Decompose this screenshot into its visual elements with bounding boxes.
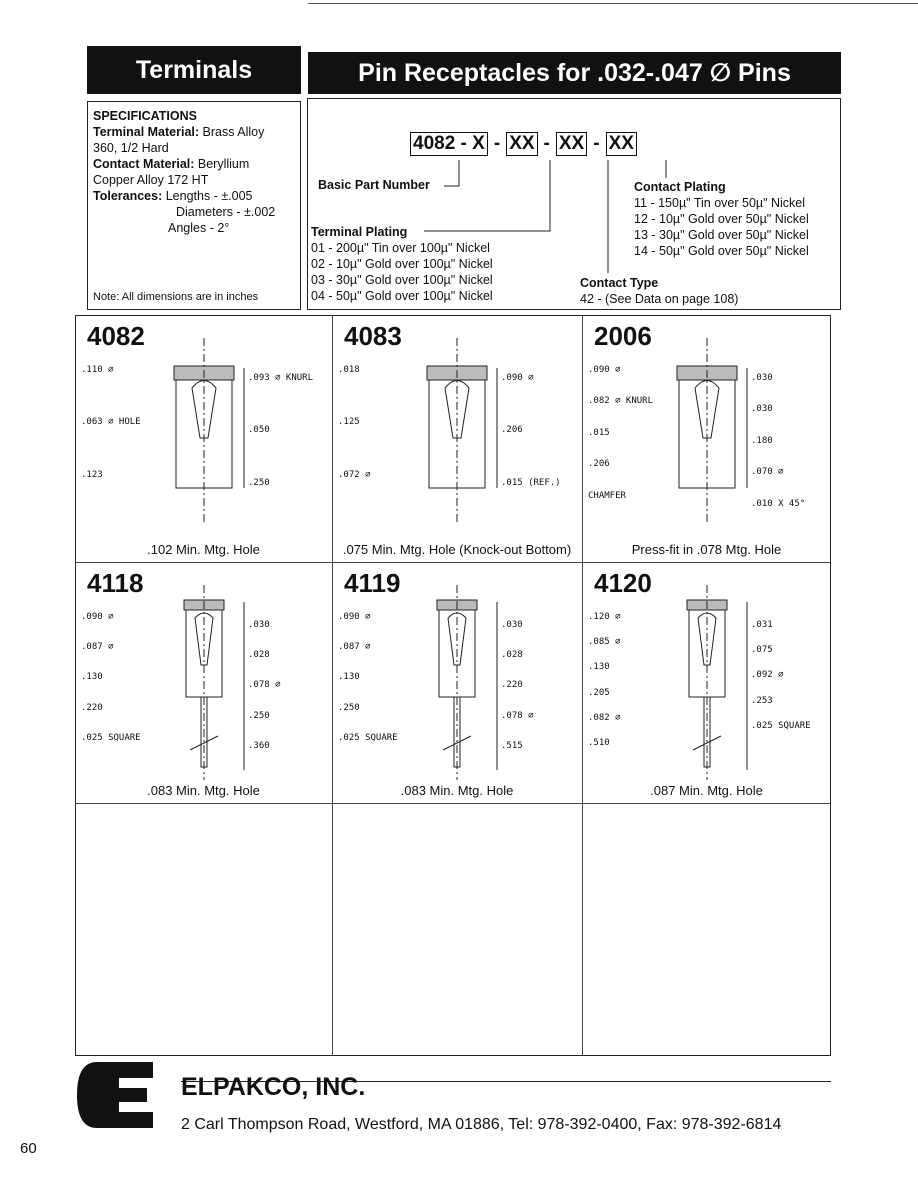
terminal-plating-option: 04 - 50µ" Gold over 100µ" Nickel [311,289,493,303]
dimension-label: .250 [338,703,360,713]
code-terminal-plating-box: XX [606,132,637,156]
dimension-label: .050 [248,425,270,435]
code-separator: - [493,133,501,154]
terminal-material-value2: 360, 1/2 Hard [93,141,169,155]
part-number: 4083 [344,321,402,351]
part-cell-4082 [75,315,332,562]
dimension-label: .090 ∅ [81,612,114,622]
code-contact-type-box: XX [506,132,537,156]
dimension-label: .072 ∅ [338,470,371,480]
tolerances-label: Tolerances: [93,189,163,203]
part-number: 4120 [594,568,652,598]
code-base-text: 4082 [413,133,456,154]
contact-type-label: Contact Type [580,276,659,290]
dimension-label: .018 [338,365,360,375]
tolerances-diameters: Diameters - ±.002 [176,205,276,219]
terminal-plating-option: 03 - 30µ" Gold over 100µ" Nickel [311,273,493,287]
mounting-hole-caption: .102 Min. Mtg. Hole [147,542,260,557]
part-cell-4119 [332,562,582,803]
contact-material-value2: Copper Alloy 172 HT [93,173,209,187]
dimension-label: .030 [751,373,773,383]
dimension-label: .130 [338,672,360,682]
section-title: Terminals [135,55,253,84]
grid-divider [75,803,831,804]
dimension-label: .082 ∅ KNURL [588,396,654,406]
mounting-hole-caption: Press-fit in .078 Mtg. Hole [631,542,782,557]
contact-material-label: Contact Material: [93,157,195,171]
part-cell-4118 [75,562,332,803]
dimension-label: .360 [248,741,270,751]
page-title: Pin Receptacles for .032-.047 ∅ Pins [358,59,791,87]
dimension-labels [75,315,332,562]
dimension-label: .025 SQUARE [751,721,811,731]
dimension-label: .087 ∅ [81,642,114,652]
dimension-label: .130 [81,672,103,682]
dimension-label: .250 [248,711,270,721]
section-header [87,46,301,94]
dimension-label: .087 ∅ [338,642,371,652]
dimension-label: .220 [501,680,523,690]
dimension-label: .092 ∅ [751,670,784,680]
terminal-plating [311,224,493,304]
mounting-hole-caption: .087 Min. Mtg. Hole [650,783,763,798]
dimension-label: .028 [248,650,270,660]
page-title-bar [308,52,841,94]
page-number: 60 [20,1140,37,1157]
part-code-base: 4082 - X [410,132,488,156]
dimension-label: .090 ∅ [338,612,371,622]
dimension-label: .110 ∅ [81,365,114,375]
part-number: 4118 [87,568,144,598]
contact-plating-option: 13 - 30µ" Gold over 50µ" Nickel [634,228,809,242]
code-separator: - [543,133,550,154]
dimension-label: .031 [751,620,773,630]
dimension-label: .025 SQUARE [81,733,141,743]
dimension-labels [332,315,582,562]
contact-type [580,275,738,307]
dimension-label: .082 ∅ [588,713,621,723]
dimension-label: .510 [588,738,610,748]
part-cell-2006 [582,315,831,562]
contact-plating-option: 11 - 150µ" Tin over 50µ" Nickel [634,196,806,210]
tolerances-angles: Angles - 2° [168,221,230,235]
dimension-label: .030 [751,404,773,414]
contact-plating [634,179,809,259]
top-rule [308,3,918,4]
company-name: ELPAKCO, INC. [181,1073,366,1101]
dimension-labels [582,562,831,803]
dimension-label: .070 ∅ [751,467,784,477]
part-cell-4120 [582,562,831,803]
dimension-label: .120 ∅ [588,612,621,622]
dimension-label: .515 [501,741,523,751]
dimension-label: .130 [588,662,610,672]
specifications-heading: SPECIFICATIONS [93,109,197,123]
terminal-plating-label: Terminal Plating [311,225,408,239]
dimension-label: .030 [501,620,523,630]
dimension-label: .075 [751,645,773,655]
dimension-label: .206 [501,425,523,435]
dimension-label: .123 [81,470,103,480]
basic-part-label [318,177,430,193]
code-x-text: X [472,133,485,154]
dimension-label: CHAMFER [588,491,626,501]
mounting-hole-caption: .083 Min. Mtg. Hole [147,783,260,798]
mounting-hole-caption: .075 Min. Mtg. Hole (Knock-out Bottom) [342,542,572,557]
dimension-label: .220 [81,703,103,713]
dimension-label: .025 SQUARE [338,733,398,743]
dimension-label: .125 [338,417,360,427]
dimension-label: .090 ∅ [588,365,621,375]
terminal-material-value: Brass Alloy [202,125,265,139]
dimension-label: .206 [588,459,610,469]
contact-material-value: Beryllium [197,157,250,171]
dimension-label: .015 [588,428,610,438]
dimension-label: .085 ∅ [588,637,621,647]
dimension-label: .090 ∅ [501,373,534,383]
dimensions-note: Note: All dimensions are in inches [93,291,259,303]
part-number: 2006 [594,321,652,351]
dimension-label: .078 ∅ [248,680,281,690]
terminal-plating-option: 01 - 200µ" Tin over 100µ" Nickel [311,241,490,255]
dimension-labels [75,562,332,803]
dimension-label: .015 (REF.) [501,478,561,488]
contact-plating-option: 12 - 10µ" Gold over 50µ" Nickel [634,212,809,226]
elpakco-logo [75,1060,155,1130]
dimension-label: .250 [248,478,270,488]
dimension-label: .030 [248,620,270,630]
mounting-hole-caption: .083 Min. Mtg. Hole [400,783,514,798]
tolerances-lengths: Lengths - ±.005 [165,189,253,203]
dimension-label: .180 [751,436,773,446]
contact-plating-label: Contact Plating [634,180,726,194]
part-number: 4119 [344,568,401,598]
basic-part-text: Basic Part Number [318,178,430,192]
contact-plating-option: 14 - 50µ" Gold over 50µ" Nickel [634,244,809,258]
code-contact-plating-box: XX [556,132,587,156]
terminal-material-label: Terminal Material: [93,125,200,139]
dimension-label: .078 ∅ [501,711,534,721]
dimension-label: .093 ∅ KNURL [248,373,314,383]
part-number: 4082 [87,321,145,351]
contact-type-value: 42 - (See Data on page 108) [580,292,739,306]
dimension-label: .028 [501,650,523,660]
code-separator: - [593,133,600,154]
dimension-label: .010 X 45° [751,499,806,509]
dimension-labels [582,315,831,562]
dimension-label: .253 [751,696,773,706]
dimension-label: .205 [588,688,610,698]
dimension-label: .063 ∅ HOLE [81,417,141,427]
terminal-plating-option: 02 - 10µ" Gold over 100µ" Nickel [311,257,493,271]
company-address: 2 Carl Thompson Road, Westford, MA 01886, Tel: 978-392-0400, Fax: 978-392-6814 [181,1116,782,1133]
part-cell-4083 [332,315,582,562]
specifications-box [87,101,301,310]
dimension-labels [332,562,582,803]
